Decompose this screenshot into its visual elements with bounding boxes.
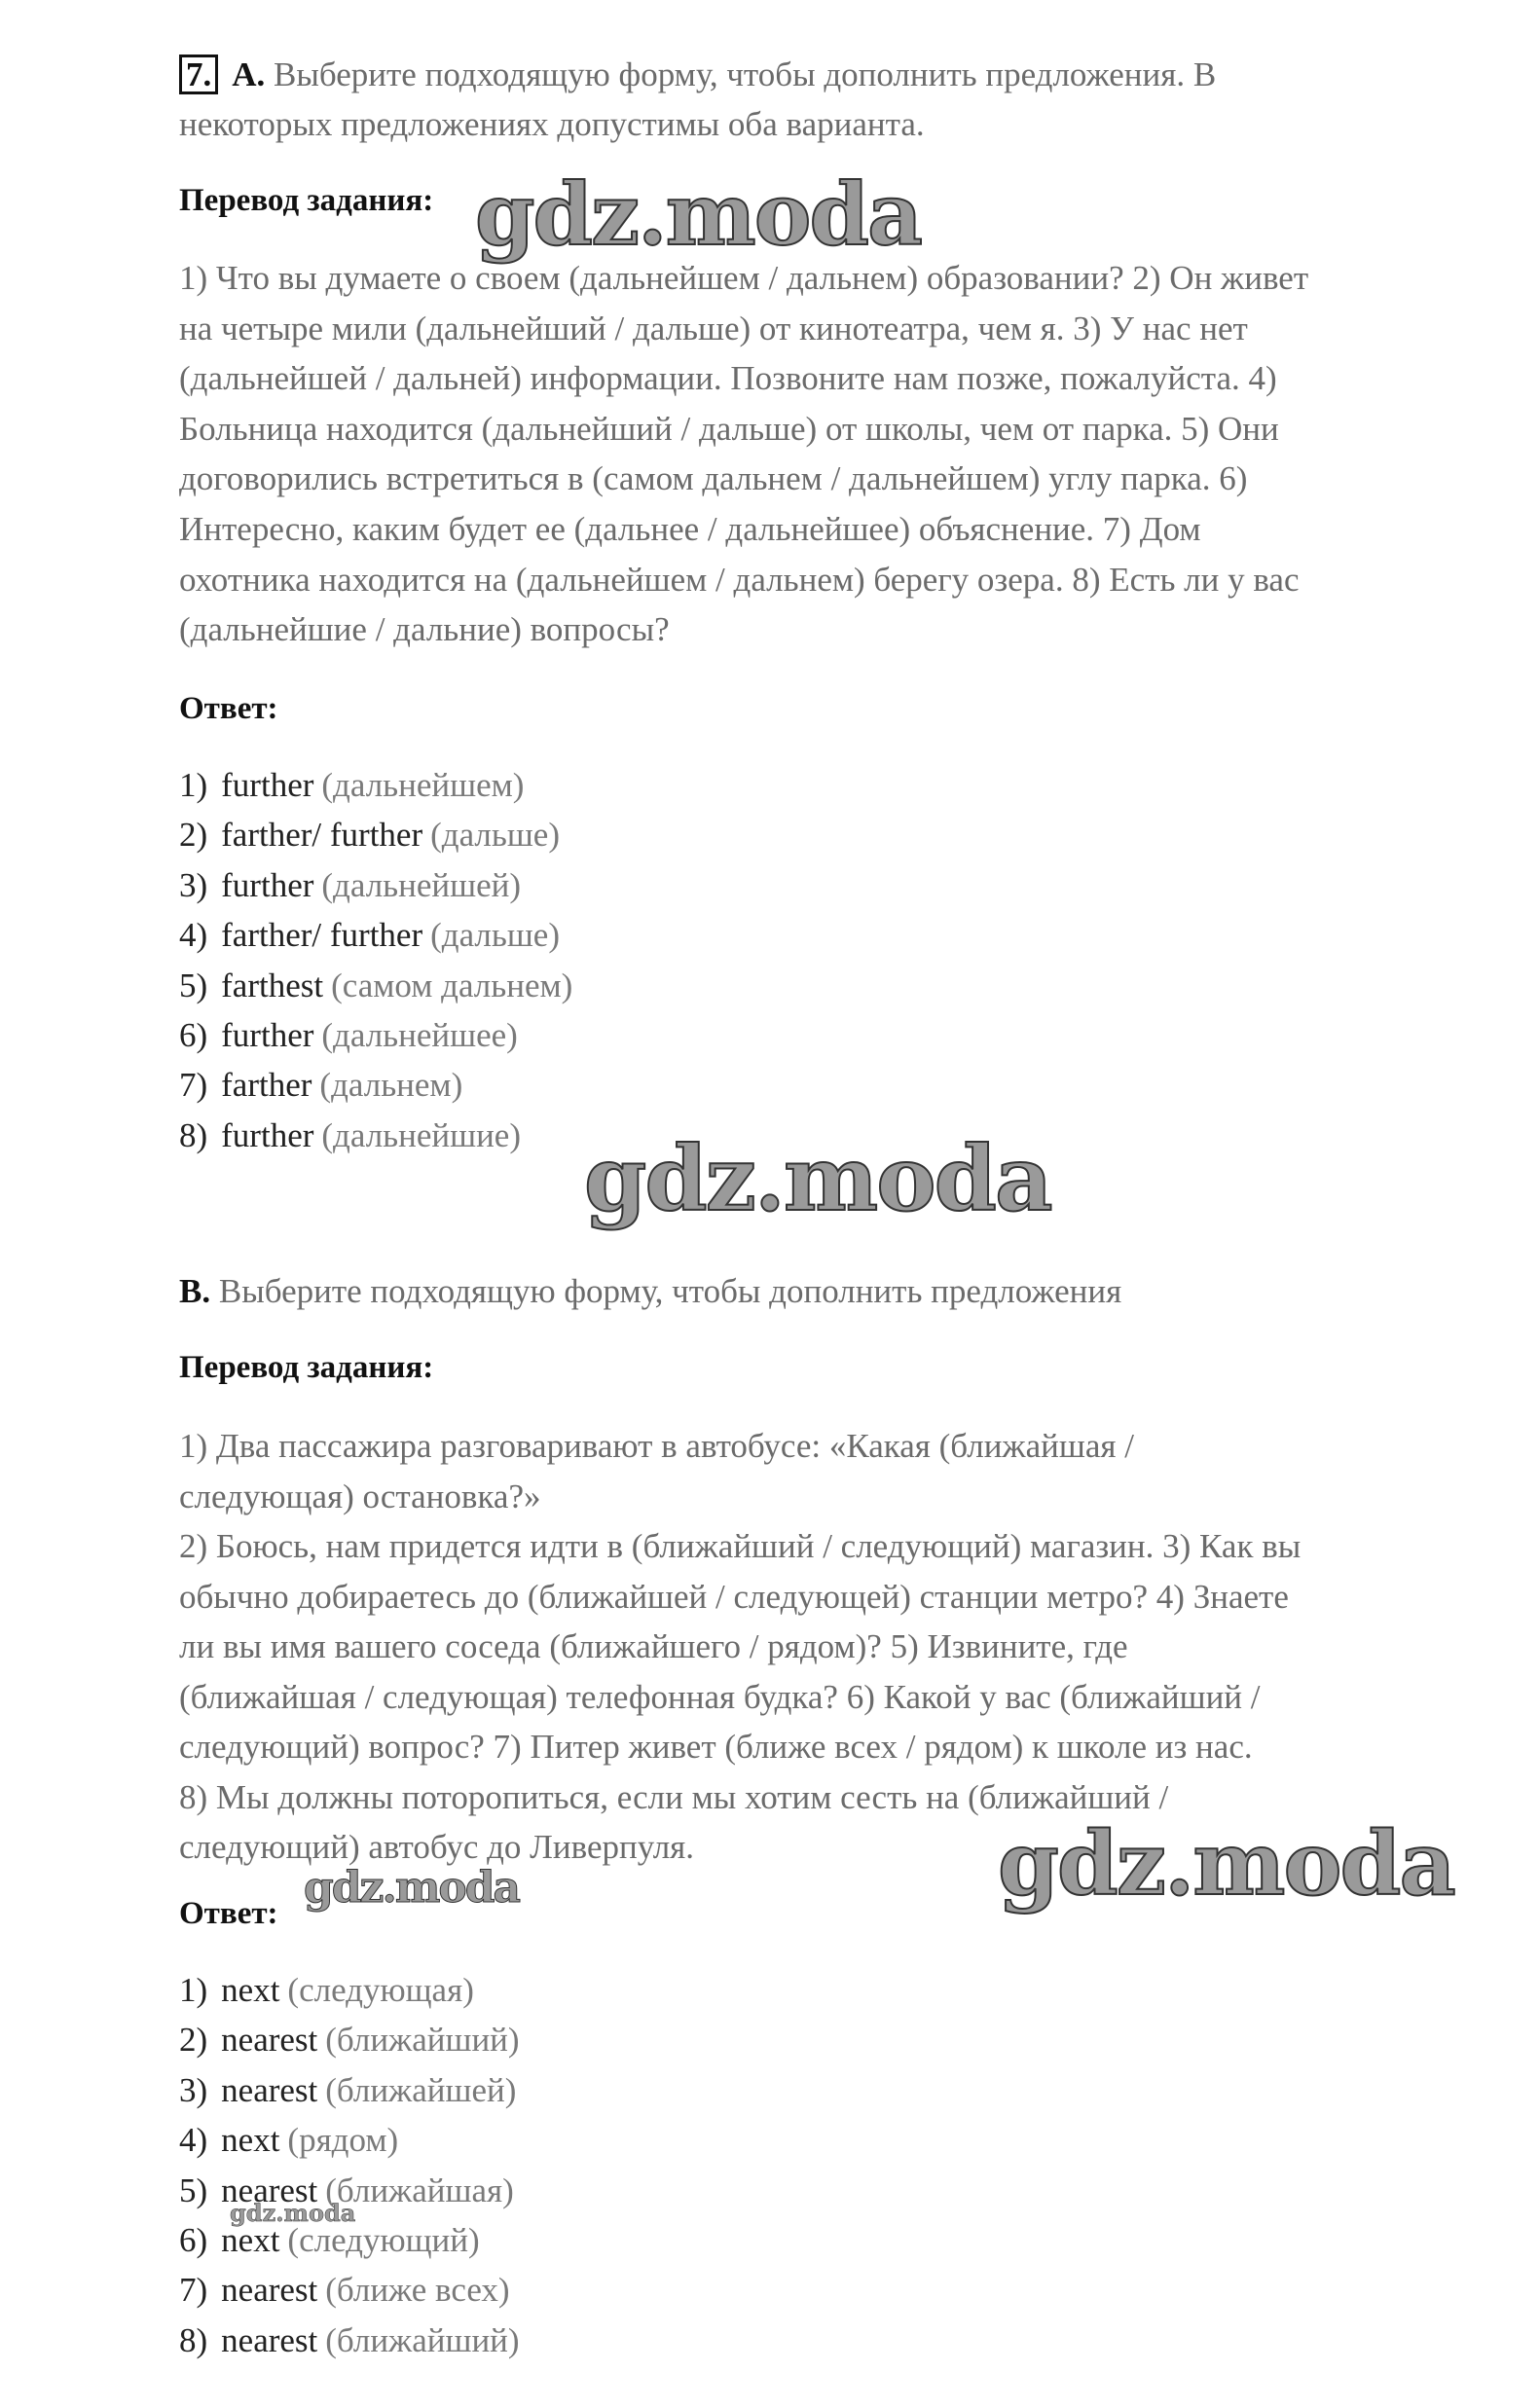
answer-russian: (дальше) — [430, 916, 560, 955]
answer-english: further — [221, 766, 314, 804]
answer-russian: (дальнейшем) — [321, 766, 525, 804]
translation-line: 1) Что вы думаете о своем (дальнейшем / дальнем) образовании? 2) Он живет — [179, 259, 1309, 297]
translation-line: Больница находится (дальнейший / дальше) от школы, чем от парка. 5) Они — [179, 409, 1279, 448]
answer-item — [179, 1115, 521, 1154]
answer-item — [179, 816, 560, 855]
answer-english: further — [221, 1016, 314, 1054]
answer-item — [179, 865, 521, 904]
answer-number: 6) — [179, 1016, 208, 1054]
answer-item — [179, 2271, 510, 2310]
answer-english: nearest — [221, 2070, 318, 2109]
answer-item — [179, 2223, 480, 2257]
translation-line: следующий) автобус до Ливерпуля. — [179, 1828, 695, 1866]
translation-line: на четыре мили (дальнейший / дальше) от кинотеатра, чем я. 3) У нас нет — [179, 309, 1248, 347]
answer-russian: (самом дальнем) — [331, 966, 573, 1004]
answer-english: nearest — [221, 2171, 318, 2209]
answer-number: 1) — [179, 766, 208, 804]
translation-line: (ближайшая / следующая) телефонная будка? 6) Какой у вас (ближайший / — [179, 1677, 1261, 1716]
answer-item — [179, 2070, 517, 2109]
translation-line: (дальнейшие / дальние) вопросы? — [179, 610, 670, 649]
answer-label: Ответ: — [179, 1896, 278, 1931]
watermark: gdz.moda — [475, 164, 922, 265]
answer-english: nearest — [221, 2271, 318, 2310]
answer-item — [179, 968, 572, 1003]
answer-item — [179, 1973, 474, 2007]
answer-item — [179, 1018, 518, 1052]
answer-number: 4) — [179, 2121, 208, 2160]
translation-line: ли вы имя вашего соседа (ближайшего / рядом)? 5) Извините, где — [179, 1627, 1128, 1665]
translation-line: следующий) вопрос? 7) Питер живет (ближе всех / рядом) к школе из нас. — [179, 1728, 1253, 1766]
task-letter: A. — [232, 55, 266, 93]
answer-english: next — [221, 2221, 280, 2259]
answer-number: 3) — [179, 2070, 208, 2109]
answer-number: 8) — [179, 2320, 208, 2359]
watermark: gdz.moda — [584, 1126, 1051, 1231]
answer-english: further — [221, 1115, 314, 1154]
answer-item — [179, 2121, 399, 2160]
instruction-line: некоторых предложениях допустимы оба варианта. — [179, 105, 925, 143]
answer-russian: (дальнейшей) — [321, 865, 521, 904]
answer-item — [179, 2320, 520, 2359]
answer-russian: (следующая) — [287, 1971, 474, 2009]
instruction: Выберите подходящую форму, чтобы дополнить предложения — [218, 1272, 1122, 1310]
answer-russian: (дальнем) — [319, 1066, 463, 1105]
exercise-number: 7. — [179, 55, 218, 94]
answer-english: next — [221, 2121, 280, 2160]
answer-russian: (дальше) — [430, 816, 560, 855]
answer-russian: (ближе всех) — [325, 2271, 510, 2310]
answer-english: nearest — [221, 2320, 318, 2359]
answer-russian: (дальнейшее) — [321, 1016, 518, 1054]
translation-line: следующая) остановка?» — [179, 1477, 541, 1515]
translation-line: Интересно, каким будет ее (дальнее / дальнейшее) объяснение. 7) Дом — [179, 510, 1201, 548]
answer-item — [179, 916, 560, 955]
answer-number: 8) — [179, 1115, 208, 1154]
translation-line: 2) Боюсь, нам придется идти в (ближайший / следующий) магазин. 3) Как вы — [179, 1527, 1302, 1565]
answer-english: next — [221, 1971, 280, 2009]
answer-english: farther/ further — [221, 916, 423, 955]
translation-line: 1) Два пассажира разговаривают в автобусе: «Какая (ближайшая / — [179, 1427, 1134, 1465]
answer-russian: (ближайший) — [325, 2021, 520, 2060]
answer-item — [179, 1066, 463, 1105]
task-a-header — [179, 55, 1216, 94]
translation-line: 8) Мы должны поторопиться, если мы хотим сесть на (ближайший / — [179, 1777, 1169, 1816]
watermark: gdz.moda — [304, 1863, 520, 1913]
task-b-header — [179, 1274, 1121, 1308]
answer-label: Ответ: — [179, 691, 278, 726]
answer-english: farther — [221, 1066, 312, 1105]
translation-label: Перевод задания: — [179, 183, 434, 218]
answer-russian: (рядом) — [287, 2121, 399, 2160]
answer-number: 2) — [179, 816, 208, 855]
answer-russian: (ближайшей) — [325, 2070, 517, 2109]
answer-russian: (дальнейшие) — [321, 1115, 521, 1154]
task-letter: B. — [179, 1272, 211, 1310]
translation-line: (дальнейшей / дальней) информации. Позвоните нам позже, пожалуйста. 4) — [179, 359, 1277, 398]
answer-item — [179, 2021, 520, 2060]
translation-line: охотника находится на (дальнейшем / дальнем) берегу озера. 8) Есть ли у вас — [179, 560, 1300, 599]
translation-line: договорились встретиться в (самом дальнем / дальнейшем) углу парка. 6) — [179, 459, 1248, 498]
answer-english: farther/ further — [221, 816, 423, 855]
answer-number: 6) — [179, 2221, 208, 2259]
watermark: gdz.moda — [230, 2199, 356, 2227]
answer-number: 5) — [179, 966, 208, 1004]
answer-english: further — [221, 865, 314, 904]
answer-item — [179, 768, 524, 802]
answer-russian: (ближайшая) — [325, 2171, 514, 2209]
answer-number: 4) — [179, 916, 208, 955]
answer-english: nearest — [221, 2021, 318, 2060]
answer-number: 5) — [179, 2171, 208, 2209]
answer-russian: (следующий) — [287, 2221, 480, 2259]
translation-line: обычно добираетесь до (ближайшей / следующей) станции метро? 4) Знаете — [179, 1577, 1289, 1616]
answer-number: 7) — [179, 1066, 208, 1105]
instruction-line: Выберите подходящую форму, чтобы дополнить предложения. В — [274, 55, 1217, 93]
translation-label: Перевод задания: — [179, 1350, 434, 1385]
answer-english: farthest — [221, 966, 324, 1004]
answer-number: 1) — [179, 1971, 208, 2009]
watermark: gdz.moda — [998, 1812, 1454, 1915]
answer-russian: (ближайший) — [325, 2320, 520, 2359]
answer-number: 3) — [179, 865, 208, 904]
answer-number: 7) — [179, 2271, 208, 2310]
answer-number: 2) — [179, 2021, 208, 2060]
